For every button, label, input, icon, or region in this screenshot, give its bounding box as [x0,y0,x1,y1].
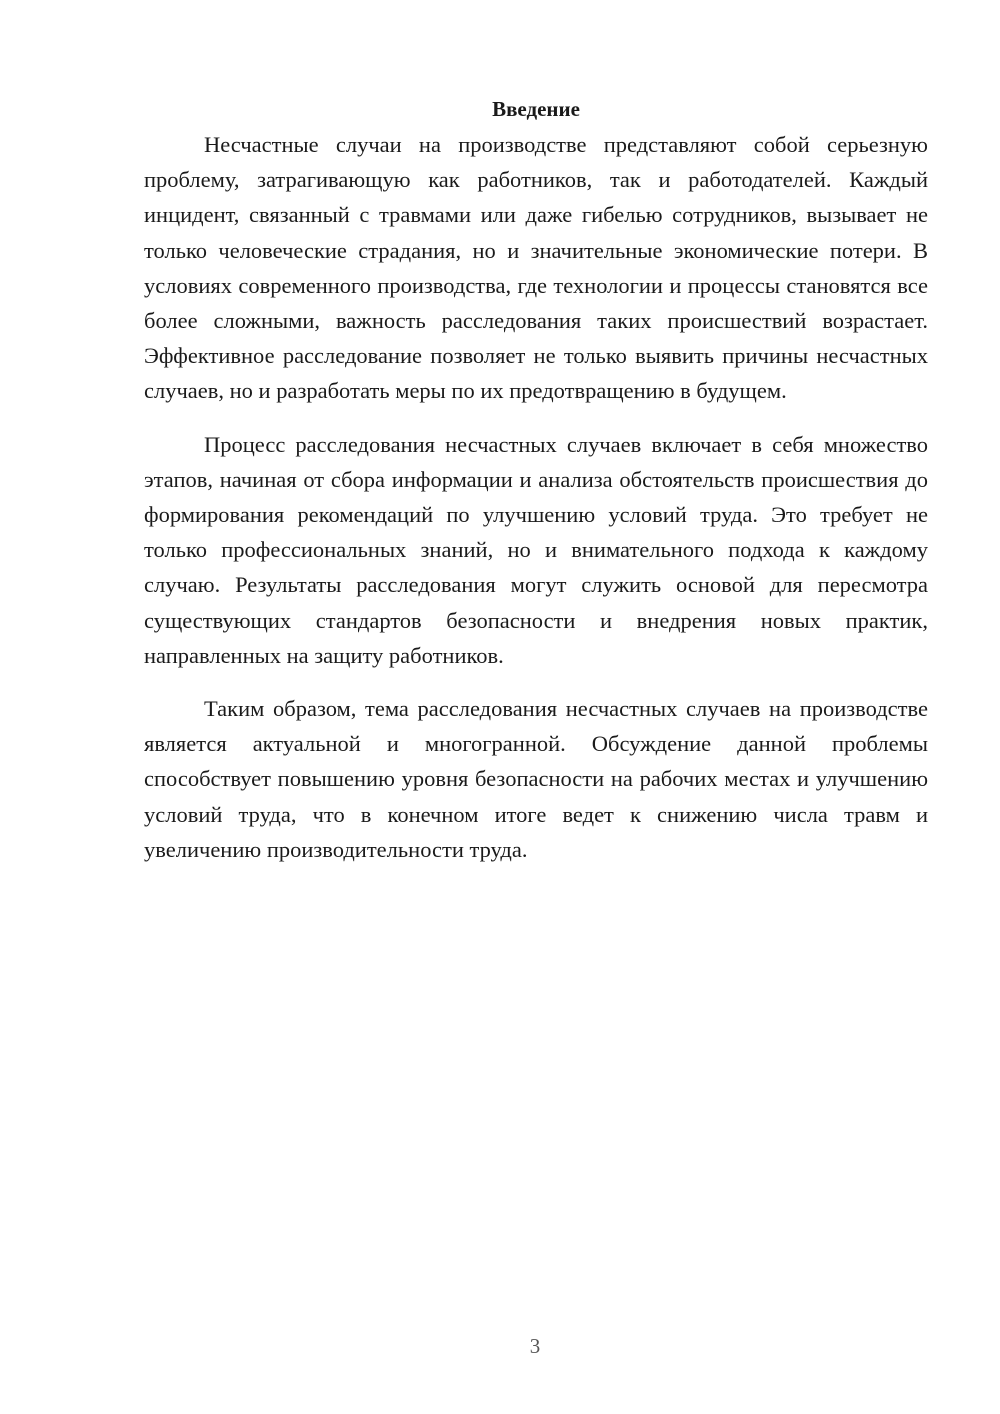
paragraph-2: Процесс расследования несчастных случаев включает в себя множество этапов, начиная от сбора информации и анализа обстоятельств происшествия до формирования рекомендаций по улучшению условий труда. Это требует не только профессиональных знаний, но и внимательного подхода к каждому случаю. Результаты расследования могут служить основой для пересмотра существующих стандартов безопасности и внедрения новых практик, направленных на защиту работников. [144,431,928,668]
paragraph-1: Несчастные случаи на производстве представляют собой серьезную проблему, затрагивающую как работников, так и работодателей. Каждый инцидент, связанный с травмами или даже гибелью сотрудников, вызывает не только человеческие страдания, но и значительные экономические потери. В условиях современного производства, где технологии и процессы становятся все более сложными, важность расследования таких происшествий возрастает. Эффективное расследование позволяет не только выявить причины несчастных случаев, но и разработать меры по их предотвращению в будущем. [144,132,928,404]
section-title: Введение [492,97,580,121]
document-body [144,92,928,885]
page-number: 3 [529,1334,541,1358]
paragraph-3: Таким образом, тема расследования несчастных случаев на производстве является актуальной и многогранной. Обсуждение данной проблемы способствует повышению уровня безопасности на рабочих местах и улучшению условий труда, что в конечном итоге ведет к снижению числа травм и увеличению производительности труда. [144,696,928,862]
